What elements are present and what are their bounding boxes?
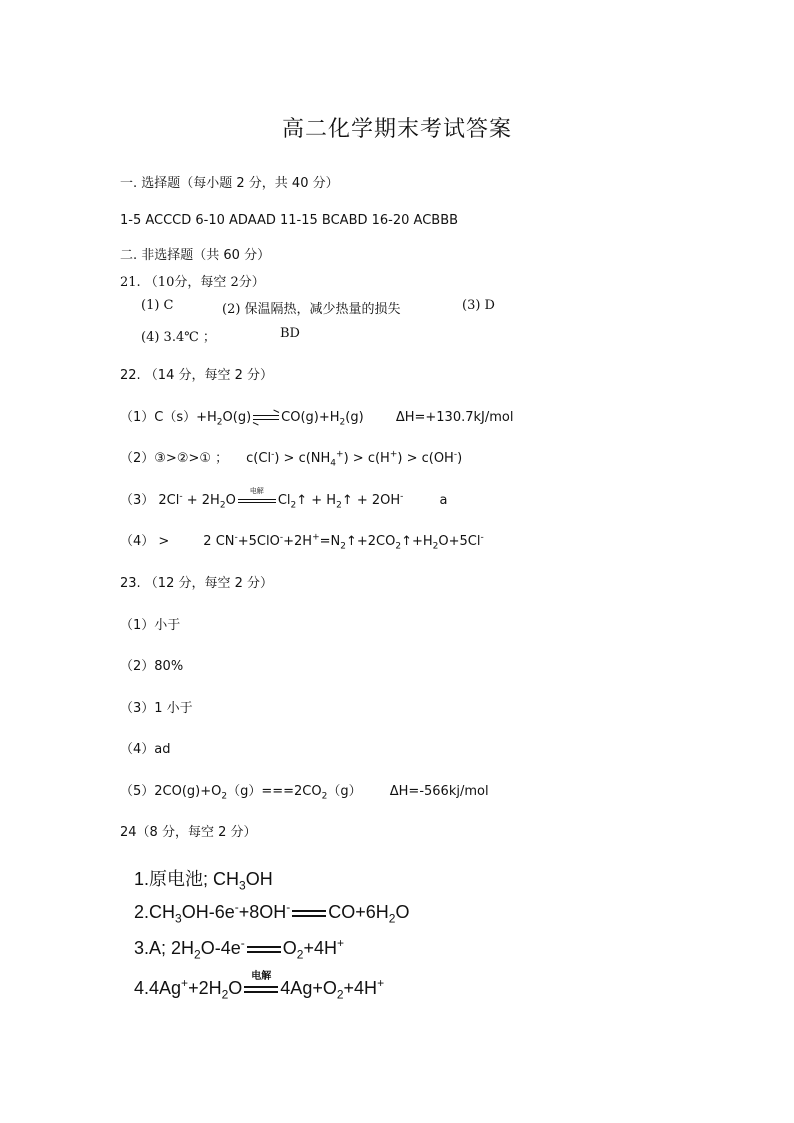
q22-l2-oh: c(OH bbox=[421, 451, 454, 466]
section-1-heading: 一. 选择题（每小题 2 分，共 40 分） bbox=[120, 176, 339, 191]
section-1-answers: 1-5 ACCCD 6-10 ADAAD 11-15 BCABD 16-20 ACBBB bbox=[120, 213, 459, 228]
q22-l4-b: +5ClO bbox=[237, 534, 280, 549]
q24-l4-a: 4.4Ag bbox=[134, 978, 182, 998]
q24-l4-b: +2H bbox=[188, 978, 222, 998]
q22-l3-mid: + 2H bbox=[182, 493, 220, 508]
electrolysis-sign-icon bbox=[238, 486, 276, 506]
q24-l2-a: 2.CH bbox=[134, 902, 176, 922]
q22-l4-d: =N bbox=[319, 534, 341, 549]
q21-heading: 21. （10分，每空 2分） bbox=[120, 275, 265, 290]
q22-line-4: （4） > 2 $CN^-+5ClO^-+2H^+=N_2↑+2CO_2↑+H_2O+5Cl^-$ bbox=[120, 532, 484, 552]
q24-l1-a: 1.原电池; CH bbox=[134, 869, 240, 889]
q22-l3-prefix: （3） 2Cl bbox=[120, 493, 180, 508]
q24-l2-c: +8OH bbox=[238, 902, 287, 922]
q22-l2-nh4: c(NH bbox=[298, 451, 331, 466]
q22-l3-prod3: ↑ + 2OH bbox=[341, 493, 401, 508]
q22-l1-prefix: （1）C（s）+H bbox=[120, 410, 217, 425]
q24-l4-c: O bbox=[228, 978, 243, 998]
q24-l4-e: +4H bbox=[343, 978, 378, 998]
q22-l4-c: +2H bbox=[283, 534, 313, 549]
q23-heading: 23. （12 分，每空 2 分） bbox=[120, 576, 274, 591]
q22-l4-a: 2 CN bbox=[203, 534, 235, 549]
q22-l4-prefix: （4） > bbox=[120, 534, 170, 549]
q21-answer-3: (3) D bbox=[462, 298, 495, 313]
q22-l1-product: CO(g)+H bbox=[281, 410, 340, 425]
q22-l4-f: ↑+H bbox=[401, 534, 433, 549]
q22-l2-cl: c(Cl bbox=[246, 451, 272, 466]
electrolysis-sign-icon bbox=[244, 971, 278, 993]
q24-line-3: 3.A; $2H_2O-4e^-$ $O_2+4H^+$ bbox=[134, 936, 344, 962]
q21-answer-2: (2) 保温隔热，减少热量的损失 bbox=[222, 302, 401, 317]
q21-answer-1: (1) C bbox=[141, 298, 174, 313]
q22-l1-reactant: O(g) bbox=[222, 410, 252, 425]
q22-l1-state: (g) bbox=[345, 410, 364, 425]
q24-l3-d: +4H bbox=[303, 938, 337, 958]
q24-l4-d: 4Ag+O bbox=[280, 978, 337, 998]
q24-l1-b: OH bbox=[245, 869, 273, 889]
q23-a5-end: （g） bbox=[327, 784, 362, 799]
equals-sign-icon bbox=[247, 945, 281, 953]
q22-l3-o: O bbox=[225, 493, 236, 508]
q24-l2-e: O bbox=[395, 902, 410, 922]
q21-answer-4: (4) 3.4℃ ； bbox=[141, 330, 216, 345]
q23-a5-prefix: （5）2CO(g)+O bbox=[120, 784, 222, 799]
q24-l2-d: CO+6H bbox=[328, 902, 389, 922]
q22-l2-prefix: （2）③>②>① ； bbox=[120, 451, 229, 466]
equals-sign-icon bbox=[292, 909, 326, 917]
q22-l3-condition: 电解 bbox=[249, 486, 264, 495]
q24-l3-b: O-4e bbox=[200, 938, 241, 958]
q22-line-3: （3） $2Cl^- + 2H_2O$ 电解 $Cl_2↑$ + $H_2↑ + 2OH^-$ a bbox=[120, 486, 448, 511]
q23-answer-2: （2）80% bbox=[120, 659, 184, 674]
q23-a5-mid: （g）===2CO bbox=[227, 784, 322, 799]
reversible-arrow-icon bbox=[253, 414, 279, 422]
q21-answer-5: BD bbox=[280, 326, 300, 341]
q23-a5-enthalpy: ΔH=-566kj/mol bbox=[389, 784, 489, 799]
q24-line-1: 1.原电池; $CH_3OH$ bbox=[134, 869, 273, 893]
q24-line-4: $4.4Ag^++2H_2O$ 电解 $4Ag+O_2+4H^+$ bbox=[134, 971, 385, 1002]
section-2-heading: 二. 非选择题（共 60 分） bbox=[120, 248, 271, 263]
q24-l4-condition: 电解 bbox=[251, 971, 272, 983]
q23-answer-1: （1）小于 bbox=[120, 618, 181, 633]
q22-l3-answer: a bbox=[439, 493, 448, 508]
q22-l3-prod2: ↑ + H bbox=[296, 493, 337, 508]
q22-l4-g: O+5Cl bbox=[438, 534, 481, 549]
q24-l3-a: 3.A; 2H bbox=[134, 938, 195, 958]
q22-line-1: $(1)C(s)+H_2O(g)$ $CO(g)+H_2(g)$ ΔH=+130.7kJ/mol bbox=[120, 410, 514, 428]
q22-l4-e: ↑+2CO bbox=[345, 534, 396, 549]
q22-l2-h: c(H bbox=[367, 451, 390, 466]
q23-answer-5: $(5)2CO(g)+O_2(g)===2CO_2(g)$ ΔH=-566kj/mol bbox=[120, 784, 489, 802]
q23-answer-4: （4）ad bbox=[120, 742, 171, 757]
q22-line-2: （2）③>②>① ； $c(Cl^-) > c(NH_4^+) > c(H^+) > c(OH^-)$ bbox=[120, 449, 463, 469]
q24-l2-b: OH-6e bbox=[181, 902, 235, 922]
q22-l1-enthalpy: ΔH=+130.7kJ/mol bbox=[395, 410, 514, 425]
q24-l3-c: O bbox=[282, 938, 297, 958]
q24-heading: 24（8 分，每空 2 分） bbox=[120, 825, 257, 840]
q24-line-2: $2.CH_3OH-6e^-+8OH^-$ $CO+6H_2O$ bbox=[134, 900, 410, 926]
q22-heading: 22. （14 分，每空 2 分） bbox=[120, 368, 274, 383]
page-title: 高二化学期末考试答案 bbox=[281, 117, 512, 142]
q23-answer-3: （3）1 小于 bbox=[120, 701, 193, 716]
q22-l3-prod: Cl bbox=[277, 493, 291, 508]
